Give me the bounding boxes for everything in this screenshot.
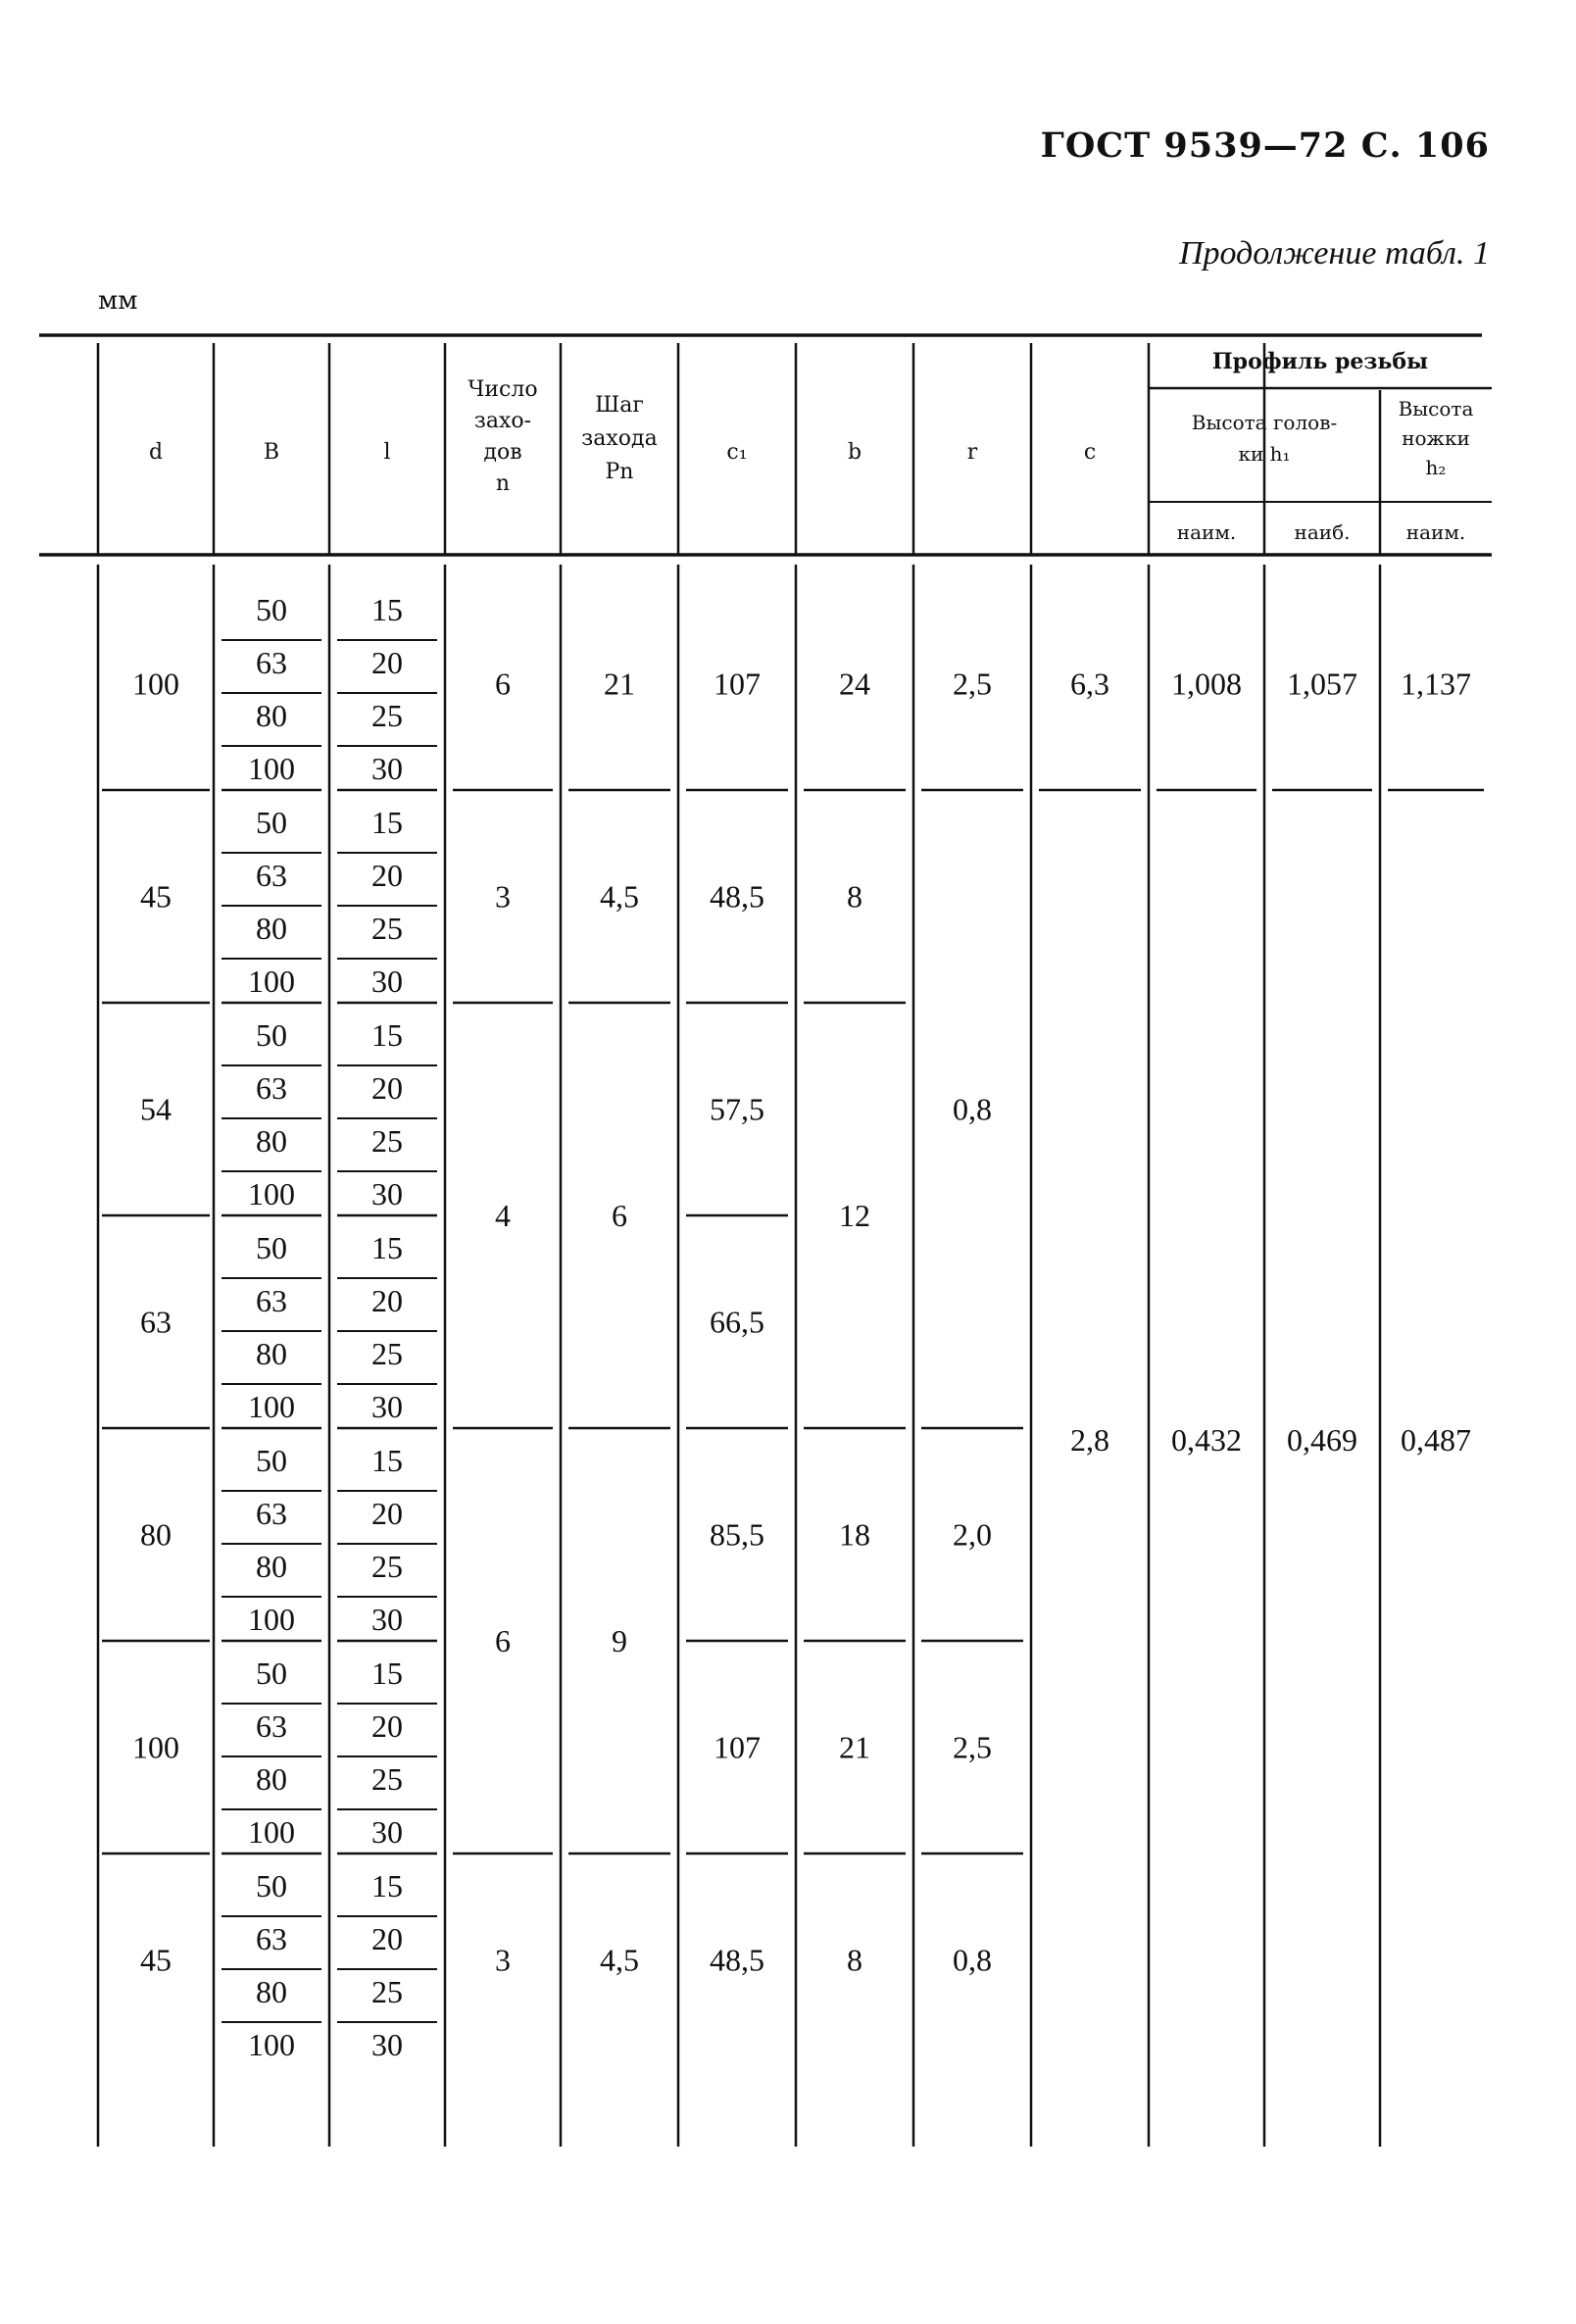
- cell-b: 24: [839, 666, 870, 702]
- cell-pn: 9: [612, 1623, 627, 1658]
- cell-l: 20: [371, 1708, 403, 1744]
- col-header-h1-max: наиб.: [1294, 520, 1351, 544]
- cell-n: 3: [495, 1942, 511, 1978]
- col-header-b: b: [847, 440, 862, 465]
- cell-pn: 4,5: [600, 878, 639, 915]
- cell-b: 8: [847, 878, 862, 915]
- cell-l: 20: [371, 1070, 403, 1106]
- cell-d: 45: [140, 878, 172, 915]
- cell-l: 25: [371, 1549, 403, 1584]
- col-header-pn: Pn: [605, 460, 634, 484]
- cell-l: 30: [371, 964, 403, 999]
- col-header-d: d: [148, 440, 164, 465]
- cell-d: 54: [140, 1091, 172, 1127]
- cell-l: 30: [371, 751, 403, 786]
- cell-r: 2,5: [953, 1729, 992, 1765]
- cell-pn: 4,5: [600, 1942, 639, 1978]
- col-header-b-width: B: [263, 440, 280, 465]
- cell-l: 15: [371, 1230, 403, 1265]
- cell-l: 20: [371, 858, 403, 893]
- cell-b: 21: [839, 1729, 870, 1765]
- cell-pn: 21: [604, 666, 635, 702]
- cell-b-width: 80: [256, 1761, 287, 1797]
- cell-b-width: 50: [256, 1656, 287, 1691]
- col-header-l: l: [383, 440, 391, 465]
- cell-n: 6: [495, 666, 511, 702]
- col-header-h1: Высота голов-: [1191, 411, 1338, 434]
- cell-h1-min: 1,008: [1171, 666, 1242, 702]
- cell-l: 20: [371, 1921, 403, 1956]
- cell-b-width: 63: [256, 1708, 287, 1744]
- col-header-c: c: [1083, 440, 1097, 465]
- cell-r: 0,8: [953, 1091, 992, 1127]
- cell-b-width: 100: [248, 751, 295, 786]
- cell-c1: 48,5: [710, 1942, 764, 1978]
- cell-l: 30: [371, 1602, 403, 1637]
- cell-n: 6: [495, 1623, 511, 1658]
- cell-b: 8: [847, 1942, 862, 1978]
- cell-b-width: 100: [248, 964, 295, 999]
- cell-n: 4: [495, 1198, 511, 1233]
- cell-c1: 57,5: [710, 1091, 764, 1127]
- cell-l: 15: [371, 592, 403, 627]
- cell-l: 30: [371, 1814, 403, 1850]
- col-header-n: n: [495, 471, 511, 496]
- col-header-h2: h₂: [1425, 456, 1447, 479]
- cell-b-width: 100: [248, 1602, 295, 1637]
- cell-h1-max: 1,057: [1287, 666, 1357, 702]
- cell-b-width: 50: [256, 592, 287, 627]
- cell-d: 63: [140, 1304, 172, 1340]
- cell-c1: 85,5: [710, 1516, 764, 1553]
- cell-l: 15: [371, 1443, 403, 1478]
- cell-l: 25: [371, 1761, 403, 1797]
- cell-r: 0,8: [953, 1942, 992, 1978]
- cell-d: 100: [132, 1729, 179, 1765]
- cell-c: 2,8: [1070, 1422, 1109, 1458]
- cell-c: 6,3: [1070, 666, 1109, 702]
- cell-b-width: 100: [248, 1176, 295, 1211]
- cell-l: 25: [371, 1974, 403, 2009]
- cell-b-width: 100: [248, 1814, 295, 1850]
- cell-b-width: 100: [248, 1389, 295, 1424]
- col-header-n: захо-: [473, 409, 532, 433]
- col-header-h2: Высота: [1398, 397, 1474, 420]
- cell-b-width: 63: [256, 645, 287, 680]
- col-header-n: Число: [468, 377, 538, 402]
- cell-h1-min: 0,432: [1171, 1422, 1242, 1458]
- cell-h2-min: 0,487: [1401, 1422, 1471, 1458]
- col-header-h1: ки h₁: [1238, 442, 1291, 466]
- unit-label: мм: [98, 286, 138, 316]
- cell-l: 25: [371, 698, 403, 733]
- cell-b-width: 80: [256, 1549, 287, 1584]
- cell-c1: 48,5: [710, 878, 764, 915]
- col-header-profile: Профиль резьбы: [1211, 349, 1429, 374]
- cell-d: 80: [140, 1516, 172, 1553]
- cell-b-width: 63: [256, 858, 287, 893]
- cell-l: 25: [371, 1123, 403, 1159]
- col-header-n: дов: [483, 440, 522, 465]
- cell-b-width: 63: [256, 1070, 287, 1106]
- cell-l: 20: [371, 645, 403, 680]
- cell-l: 30: [371, 1389, 403, 1424]
- cell-l: 15: [371, 1656, 403, 1691]
- cell-b-width: 100: [248, 2027, 295, 2062]
- cell-c1: 107: [714, 666, 761, 702]
- cell-b-width: 80: [256, 1123, 287, 1159]
- cell-b-width: 50: [256, 1230, 287, 1265]
- table-continuation-caption: Продолжение табл. 1: [1178, 235, 1490, 272]
- col-header-h2-min: наим.: [1405, 520, 1466, 544]
- cell-c1: 66,5: [710, 1304, 764, 1340]
- cell-r: 2,0: [953, 1516, 992, 1553]
- cell-l: 25: [371, 1336, 403, 1371]
- cell-d: 45: [140, 1942, 172, 1978]
- cell-b-width: 63: [256, 1921, 287, 1956]
- cell-l: 15: [371, 1017, 403, 1053]
- col-header-r: r: [966, 440, 978, 465]
- page-header: ГОСТ 9539—72 С. 106: [1040, 125, 1490, 166]
- cell-d: 100: [132, 666, 179, 702]
- cell-b-width: 63: [256, 1283, 287, 1318]
- cell-b: 12: [839, 1198, 870, 1233]
- cell-l: 20: [371, 1496, 403, 1531]
- cell-b-width: 50: [256, 1017, 287, 1053]
- cell-l: 25: [371, 911, 403, 946]
- col-header-h2: ножки: [1402, 426, 1470, 450]
- cell-l: 15: [371, 1868, 403, 1904]
- col-header-pn: Шаг: [595, 393, 644, 418]
- cell-h1-max: 0,469: [1287, 1422, 1357, 1458]
- cell-l: 20: [371, 1283, 403, 1318]
- col-header-c1: c₁: [726, 440, 748, 465]
- cell-n: 3: [495, 878, 511, 915]
- cell-c1: 107: [714, 1729, 761, 1765]
- cell-b-width: 80: [256, 698, 287, 733]
- cell-b-width: 50: [256, 1443, 287, 1478]
- cell-h2-min: 1,137: [1401, 666, 1471, 702]
- cell-pn: 6: [612, 1198, 627, 1233]
- cell-l: 15: [371, 805, 403, 840]
- cell-b-width: 80: [256, 1336, 287, 1371]
- cell-b-width: 50: [256, 1868, 287, 1904]
- cell-l: 30: [371, 2027, 403, 2062]
- col-header-h1-min: наим.: [1176, 520, 1237, 544]
- cell-b-width: 50: [256, 805, 287, 840]
- cell-r: 2,5: [953, 666, 992, 702]
- cell-b-width: 63: [256, 1496, 287, 1531]
- cell-b-width: 80: [256, 911, 287, 946]
- cell-b-width: 80: [256, 1974, 287, 2009]
- cell-b: 18: [839, 1516, 870, 1553]
- col-header-pn: захода: [581, 426, 658, 451]
- cell-l: 30: [371, 1176, 403, 1211]
